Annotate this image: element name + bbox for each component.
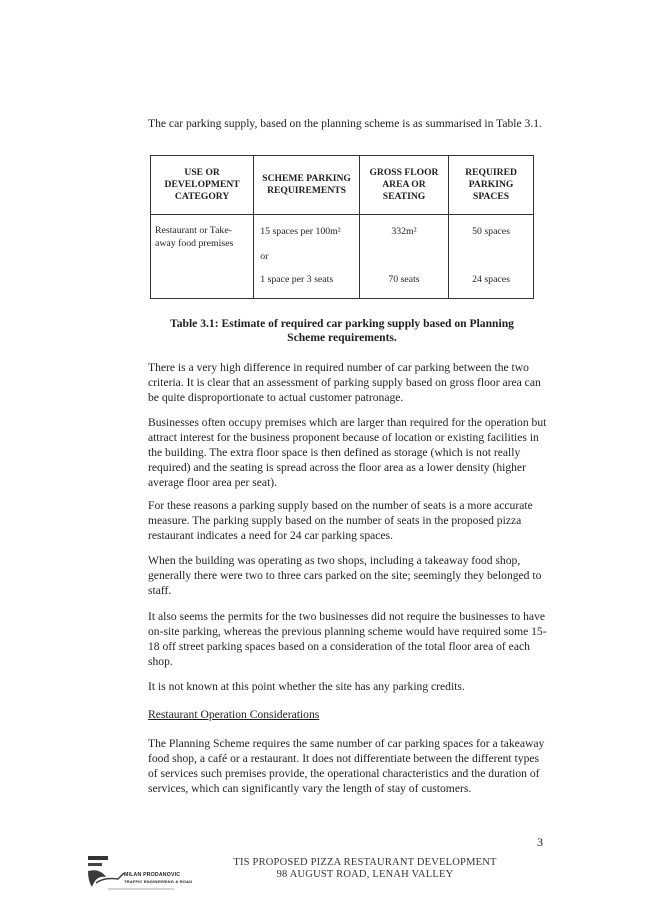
paragraph-1: There is a very high difference in required number of car parking between the two criteria. It is clear that an assessment of parking supply based on gross floor area can be quite disproportionate to actual customer patronage.	[148, 361, 541, 404]
logo-tagline: TRAFFIC ENGINEERING & ROAD	[124, 878, 193, 884]
footer-line-2: 98 AUGUST ROAD, LENAH VALLEY	[276, 869, 454, 880]
cell-spaces	[449, 215, 534, 299]
cell-category	[151, 215, 254, 299]
seating-value: 70 seats	[388, 274, 420, 285]
logo-name: MILAN PRODANOVIC	[124, 872, 181, 878]
header-floor-area: GROSS FLOOR AREA OR SEATING	[359, 156, 448, 215]
category-text: Restaurant or Take-away food premises	[155, 225, 234, 249]
final-paragraph: The Planning Scheme requires the same number of car parking spaces for a takeaway food shop, a café or a restaurant. It does not differentiate between the different types of services such premises provide, the operational characteristics and the duration of services, which can significantly vary the length of stay of customers.	[148, 737, 545, 795]
requirement-2: 1 space per 3 seats	[260, 274, 334, 285]
intro-paragraph: The car parking supply, based on the planning scheme is as summarised in Table 3.1.	[148, 117, 542, 130]
footer	[200, 857, 530, 881]
footer-line-1: TIS PROPOSED PIZZA RESTAURANT DEVELOPMENT	[233, 857, 497, 868]
area-value: 332m²	[391, 226, 417, 237]
paragraph-3: For these reasons a parking supply based on the number of seats is a more accurate measure. The parking supply based on the number of seats in the proposed pizza restaurant indicates a need for 24 car parking spaces.	[148, 499, 533, 542]
paragraph-4: When the building was operating as two shops, including a takeaway food shop, generally there were two to three cars parked on the site; seemingly they belonged to staff.	[148, 554, 542, 597]
paragraph-5: It also seems the permits for the two businesses did not require the businesses to have on-site parking, whereas the previous planning scheme would have required some 15-18 off street parking spaces based on a consideration of the total floor area of each shop.	[148, 610, 547, 668]
cell-area	[359, 215, 448, 299]
table-caption: Table 3.1: Estimate of required car parking supply based on Planning Scheme requirements.	[170, 317, 514, 344]
header-scheme-requirements: SCHEME PARKING REQUIREMENTS	[254, 156, 360, 215]
cell-requirements	[254, 215, 360, 299]
section-heading: Restaurant Operation Considerations	[148, 708, 320, 721]
table-header-row	[151, 156, 534, 215]
header-use-category: USE OR DEVELOPMENT CATEGORY	[151, 156, 254, 215]
paragraph-6: It is not known at this point whether the site has any parking credits.	[148, 680, 465, 693]
header-required-spaces: REQUIRED PARKING SPACES	[449, 156, 534, 215]
logo-text	[124, 873, 192, 884]
requirement-1: 15 spaces per 100m²	[260, 226, 341, 237]
spaces-value-2: 24 spaces	[472, 274, 510, 285]
parking-table	[150, 155, 534, 299]
table-row	[151, 215, 534, 299]
page-number: 3	[537, 835, 543, 849]
spaces-value-1: 50 spaces	[472, 226, 510, 237]
requirement-or: or	[260, 251, 269, 262]
paragraph-2: Businesses often occupy premises which are larger than required for the operation but attract interest for the business proponent because of location or existing facilities in the building. The extra floor space is then defined as storage (which is not really required) and the seating is spread across the floor area as a lower density (higher average floor area per seat).	[148, 416, 547, 489]
